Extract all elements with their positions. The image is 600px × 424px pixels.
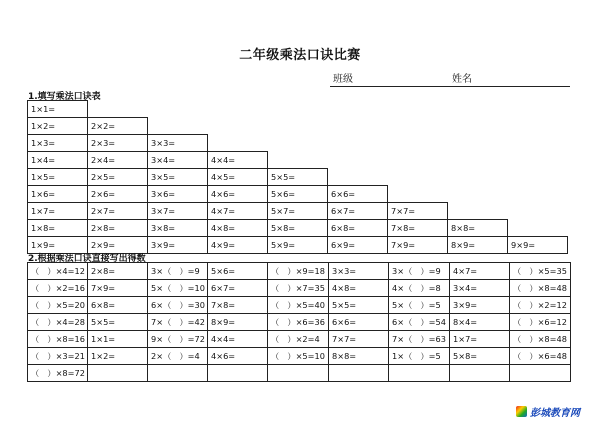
table-cell[interactable]: 5×7= xyxy=(268,203,328,220)
table-cell[interactable]: 1×7= xyxy=(28,203,88,220)
empty-cell xyxy=(388,152,448,169)
table-cell[interactable]: 2×6= xyxy=(88,186,148,203)
table-cell[interactable]: 3×6= xyxy=(148,186,208,203)
empty-cell xyxy=(508,135,568,152)
exercise-cell[interactable]: 5×5= xyxy=(88,314,148,331)
table-row xyxy=(28,186,568,203)
exercise-cell[interactable] xyxy=(208,365,268,382)
exercise-cell[interactable] xyxy=(450,365,510,382)
empty-cell xyxy=(328,101,388,118)
exercise-cell[interactable]: 1×7= xyxy=(450,331,510,348)
empty-cell xyxy=(388,186,448,203)
table-cell[interactable]: 4×5= xyxy=(208,169,268,186)
exercise-cell[interactable]: 4×8= xyxy=(329,280,389,297)
exercise-cell[interactable]: 6×7= xyxy=(208,280,268,297)
empty-cell xyxy=(328,135,388,152)
table-row xyxy=(28,118,568,135)
table-cell[interactable]: 5×6= xyxy=(268,186,328,203)
page-title: 二年级乘法口诀比赛 xyxy=(239,48,361,63)
logo-text: 彭城教育网 xyxy=(530,408,580,419)
exercise-cell[interactable]: 1×2= xyxy=(88,348,148,365)
empty-cell xyxy=(268,135,328,152)
empty-cell xyxy=(328,118,388,135)
empty-cell xyxy=(508,101,568,118)
exercise-cell[interactable]: 6×（ ）=54 xyxy=(389,314,450,331)
empty-cell xyxy=(208,101,268,118)
exercise-cell[interactable]: （ ）×8=48 xyxy=(510,280,571,297)
exercise-cell[interactable]: 3×（ ）=9 xyxy=(148,263,208,280)
empty-cell xyxy=(328,152,388,169)
empty-cell xyxy=(448,186,508,203)
table-row xyxy=(28,365,571,382)
empty-cell xyxy=(328,169,388,186)
empty-cell xyxy=(448,118,508,135)
exercise-cell[interactable]: （ ）×8=48 xyxy=(510,331,571,348)
exercise-cell[interactable]: 2×8= xyxy=(88,263,148,280)
table-row xyxy=(28,314,571,331)
table-cell[interactable]: 3×8= xyxy=(148,220,208,237)
empty-cell xyxy=(448,169,508,186)
exercise-cell[interactable]: （ ）×5=20 xyxy=(28,297,88,314)
exercise-cell[interactable] xyxy=(88,365,148,382)
exercise-cell[interactable]: （ ）×4=12 xyxy=(28,263,88,280)
exercise-cell[interactable] xyxy=(148,365,208,382)
empty-cell xyxy=(268,118,328,135)
table-cell[interactable]: 2×5= xyxy=(88,169,148,186)
exercise-cell[interactable] xyxy=(329,365,389,382)
table-cell[interactable]: 1×5= xyxy=(28,169,88,186)
exercise-cell[interactable]: （ ）×4=28 xyxy=(28,314,88,331)
exercise-cell[interactable]: 5×（ ）=10 xyxy=(148,280,208,297)
section1-heading: 1.填写乘法口诀表 xyxy=(28,92,101,102)
exercise-cell[interactable]: 2×（ ）=4 xyxy=(148,348,208,365)
exercise-cell[interactable]: （ ）×6=36 xyxy=(268,314,329,331)
section2-heading: 2.根据乘法口诀直接写出得数 xyxy=(28,254,146,264)
empty-cell xyxy=(208,135,268,152)
table-cell[interactable]: 4×8= xyxy=(208,220,268,237)
exercise-cell[interactable]: 5×5= xyxy=(329,297,389,314)
table-row xyxy=(28,101,568,118)
multiplication-table xyxy=(27,100,568,254)
table-cell[interactable]: 4×9= xyxy=(208,237,268,254)
table-row xyxy=(28,331,571,348)
exercise-cell[interactable]: 4×7= xyxy=(450,263,510,280)
exercise-cell[interactable]: 7×9= xyxy=(88,280,148,297)
exercise-cell[interactable]: 7×8= xyxy=(208,297,268,314)
empty-cell xyxy=(448,135,508,152)
table-cell[interactable]: 6×6= xyxy=(328,186,388,203)
table-row xyxy=(28,169,568,186)
exercise-cell[interactable]: 7×（ ）=42 xyxy=(148,314,208,331)
empty-cell xyxy=(388,135,448,152)
table-cell[interactable]: 6×7= xyxy=(328,203,388,220)
empty-cell xyxy=(268,152,328,169)
exercise-cell[interactable]: 6×8= xyxy=(88,297,148,314)
class-label: 班级 xyxy=(333,74,353,85)
table-cell[interactable]: 8×8= xyxy=(448,220,508,237)
table-cell[interactable]: 2×4= xyxy=(88,152,148,169)
table-row xyxy=(28,280,571,297)
table-cell[interactable]: 1×6= xyxy=(28,186,88,203)
empty-cell xyxy=(148,118,208,135)
table-cell[interactable]: 1×8= xyxy=(28,220,88,237)
table-row xyxy=(28,152,568,169)
exercise-cell[interactable]: 3×（ ）=9 xyxy=(389,263,450,280)
exercise-cell[interactable]: 3×3= xyxy=(329,263,389,280)
exercise-cell[interactable]: 7×（ ）=63 xyxy=(389,331,450,348)
exercise-cell[interactable]: （ ）×7=35 xyxy=(268,280,329,297)
empty-cell xyxy=(508,169,568,186)
table-cell[interactable]: 3×9= xyxy=(148,237,208,254)
exercise-cell[interactable]: （ ）×6=12 xyxy=(510,314,571,331)
exercise-cell[interactable] xyxy=(268,365,329,382)
exercise-cell[interactable]: （ ）×5=35 xyxy=(510,263,571,280)
student-info-line xyxy=(330,69,570,87)
table-cell[interactable]: 8×9= xyxy=(448,237,508,254)
empty-cell xyxy=(448,203,508,220)
empty-cell xyxy=(508,152,568,169)
table-cell[interactable]: 2×9= xyxy=(88,237,148,254)
exercise-cell[interactable]: （ ）×8=16 xyxy=(28,331,88,348)
empty-cell xyxy=(508,203,568,220)
empty-cell xyxy=(88,101,148,118)
table-cell[interactable]: 1×2= xyxy=(28,118,88,135)
table-row xyxy=(28,263,571,280)
table-cell[interactable]: 1×3= xyxy=(28,135,88,152)
exercise-cell[interactable]: 6×（ ）=30 xyxy=(148,297,208,314)
table-cell[interactable]: 3×4= xyxy=(148,152,208,169)
exercise-cell[interactable]: （ ）×2=16 xyxy=(28,280,88,297)
table-cell[interactable]: 2×3= xyxy=(88,135,148,152)
table-row xyxy=(28,348,571,365)
exercise-cell[interactable]: （ ）×6=48 xyxy=(510,348,571,365)
table-cell[interactable]: 1×1= xyxy=(28,101,88,118)
table-cell[interactable]: 7×9= xyxy=(388,237,448,254)
table-row xyxy=(28,220,568,237)
table-cell[interactable]: 4×4= xyxy=(208,152,268,169)
exercise-cell[interactable]: 1×（ ）=5 xyxy=(389,348,450,365)
empty-cell xyxy=(388,101,448,118)
exercise-cell[interactable]: 3×4= xyxy=(450,280,510,297)
table-row xyxy=(28,297,571,314)
table-cell[interactable]: 7×8= xyxy=(388,220,448,237)
exercise-cell[interactable]: （ ）×2=4 xyxy=(268,331,329,348)
exercise-cell[interactable]: 8×9= xyxy=(208,314,268,331)
empty-cell xyxy=(508,186,568,203)
table-cell[interactable]: 5×5= xyxy=(268,169,328,186)
exercise-cell[interactable]: 1×1= xyxy=(88,331,148,348)
table-cell[interactable]: 4×7= xyxy=(208,203,268,220)
exercise-cell[interactable]: （ ）×5=10 xyxy=(268,348,329,365)
exercise-cell[interactable]: 8×4= xyxy=(450,314,510,331)
exercise-cell[interactable]: 5×（ ）=5 xyxy=(389,297,450,314)
table-row xyxy=(28,135,568,152)
exercise-cell[interactable]: 9×（ ）=72 xyxy=(148,331,208,348)
exercise-cell[interactable]: 4×（ ）=8 xyxy=(389,280,450,297)
table-cell[interactable]: 6×8= xyxy=(328,220,388,237)
site-logo xyxy=(516,404,580,419)
exercise-table xyxy=(27,262,571,382)
table-cell[interactable]: 3×3= xyxy=(148,135,208,152)
logo-icon xyxy=(516,406,527,417)
exercise-cell[interactable]: 5×8= xyxy=(450,348,510,365)
table-cell[interactable]: 3×7= xyxy=(148,203,208,220)
table-cell[interactable]: 5×9= xyxy=(268,237,328,254)
empty-cell xyxy=(208,118,268,135)
table-cell[interactable]: 4×6= xyxy=(208,186,268,203)
empty-cell xyxy=(388,118,448,135)
exercise-cell[interactable]: 6×6= xyxy=(329,314,389,331)
exercise-cell[interactable]: 4×6= xyxy=(208,348,268,365)
empty-cell xyxy=(448,152,508,169)
table-cell[interactable]: 2×2= xyxy=(88,118,148,135)
empty-cell xyxy=(508,118,568,135)
exercise-cell[interactable]: （ ）×2=12 xyxy=(510,297,571,314)
table-cell[interactable]: 7×7= xyxy=(388,203,448,220)
exercise-cell[interactable]: （ ）×5=40 xyxy=(268,297,329,314)
empty-cell xyxy=(148,101,208,118)
exercise-cell[interactable]: 7×7= xyxy=(329,331,389,348)
empty-cell xyxy=(268,101,328,118)
exercise-cell[interactable]: 3×9= xyxy=(450,297,510,314)
empty-cell xyxy=(448,101,508,118)
table-cell[interactable]: 9×9= xyxy=(508,237,568,254)
table-cell[interactable]: 3×5= xyxy=(148,169,208,186)
table-cell[interactable]: 1×9= xyxy=(28,237,88,254)
table-cell[interactable]: 2×7= xyxy=(88,203,148,220)
empty-cell xyxy=(508,220,568,237)
name-label: 姓名 xyxy=(452,74,472,85)
exercise-cell[interactable]: （ ）×9=18 xyxy=(268,263,329,280)
table-cell[interactable]: 5×8= xyxy=(268,220,328,237)
table-cell[interactable]: 2×8= xyxy=(88,220,148,237)
exercise-cell[interactable] xyxy=(389,365,450,382)
table-row xyxy=(28,203,568,220)
table-cell[interactable]: 6×9= xyxy=(328,237,388,254)
empty-cell xyxy=(388,169,448,186)
exercise-cell[interactable] xyxy=(510,365,571,382)
exercise-cell[interactable]: 5×6= xyxy=(208,263,268,280)
exercise-cell[interactable]: 8×8= xyxy=(329,348,389,365)
exercise-cell[interactable]: （ ）×8=72 xyxy=(28,365,88,382)
exercise-cell[interactable]: 4×4= xyxy=(208,331,268,348)
table-cell[interactable]: 1×4= xyxy=(28,152,88,169)
exercise-cell[interactable]: （ ）×3=21 xyxy=(28,348,88,365)
